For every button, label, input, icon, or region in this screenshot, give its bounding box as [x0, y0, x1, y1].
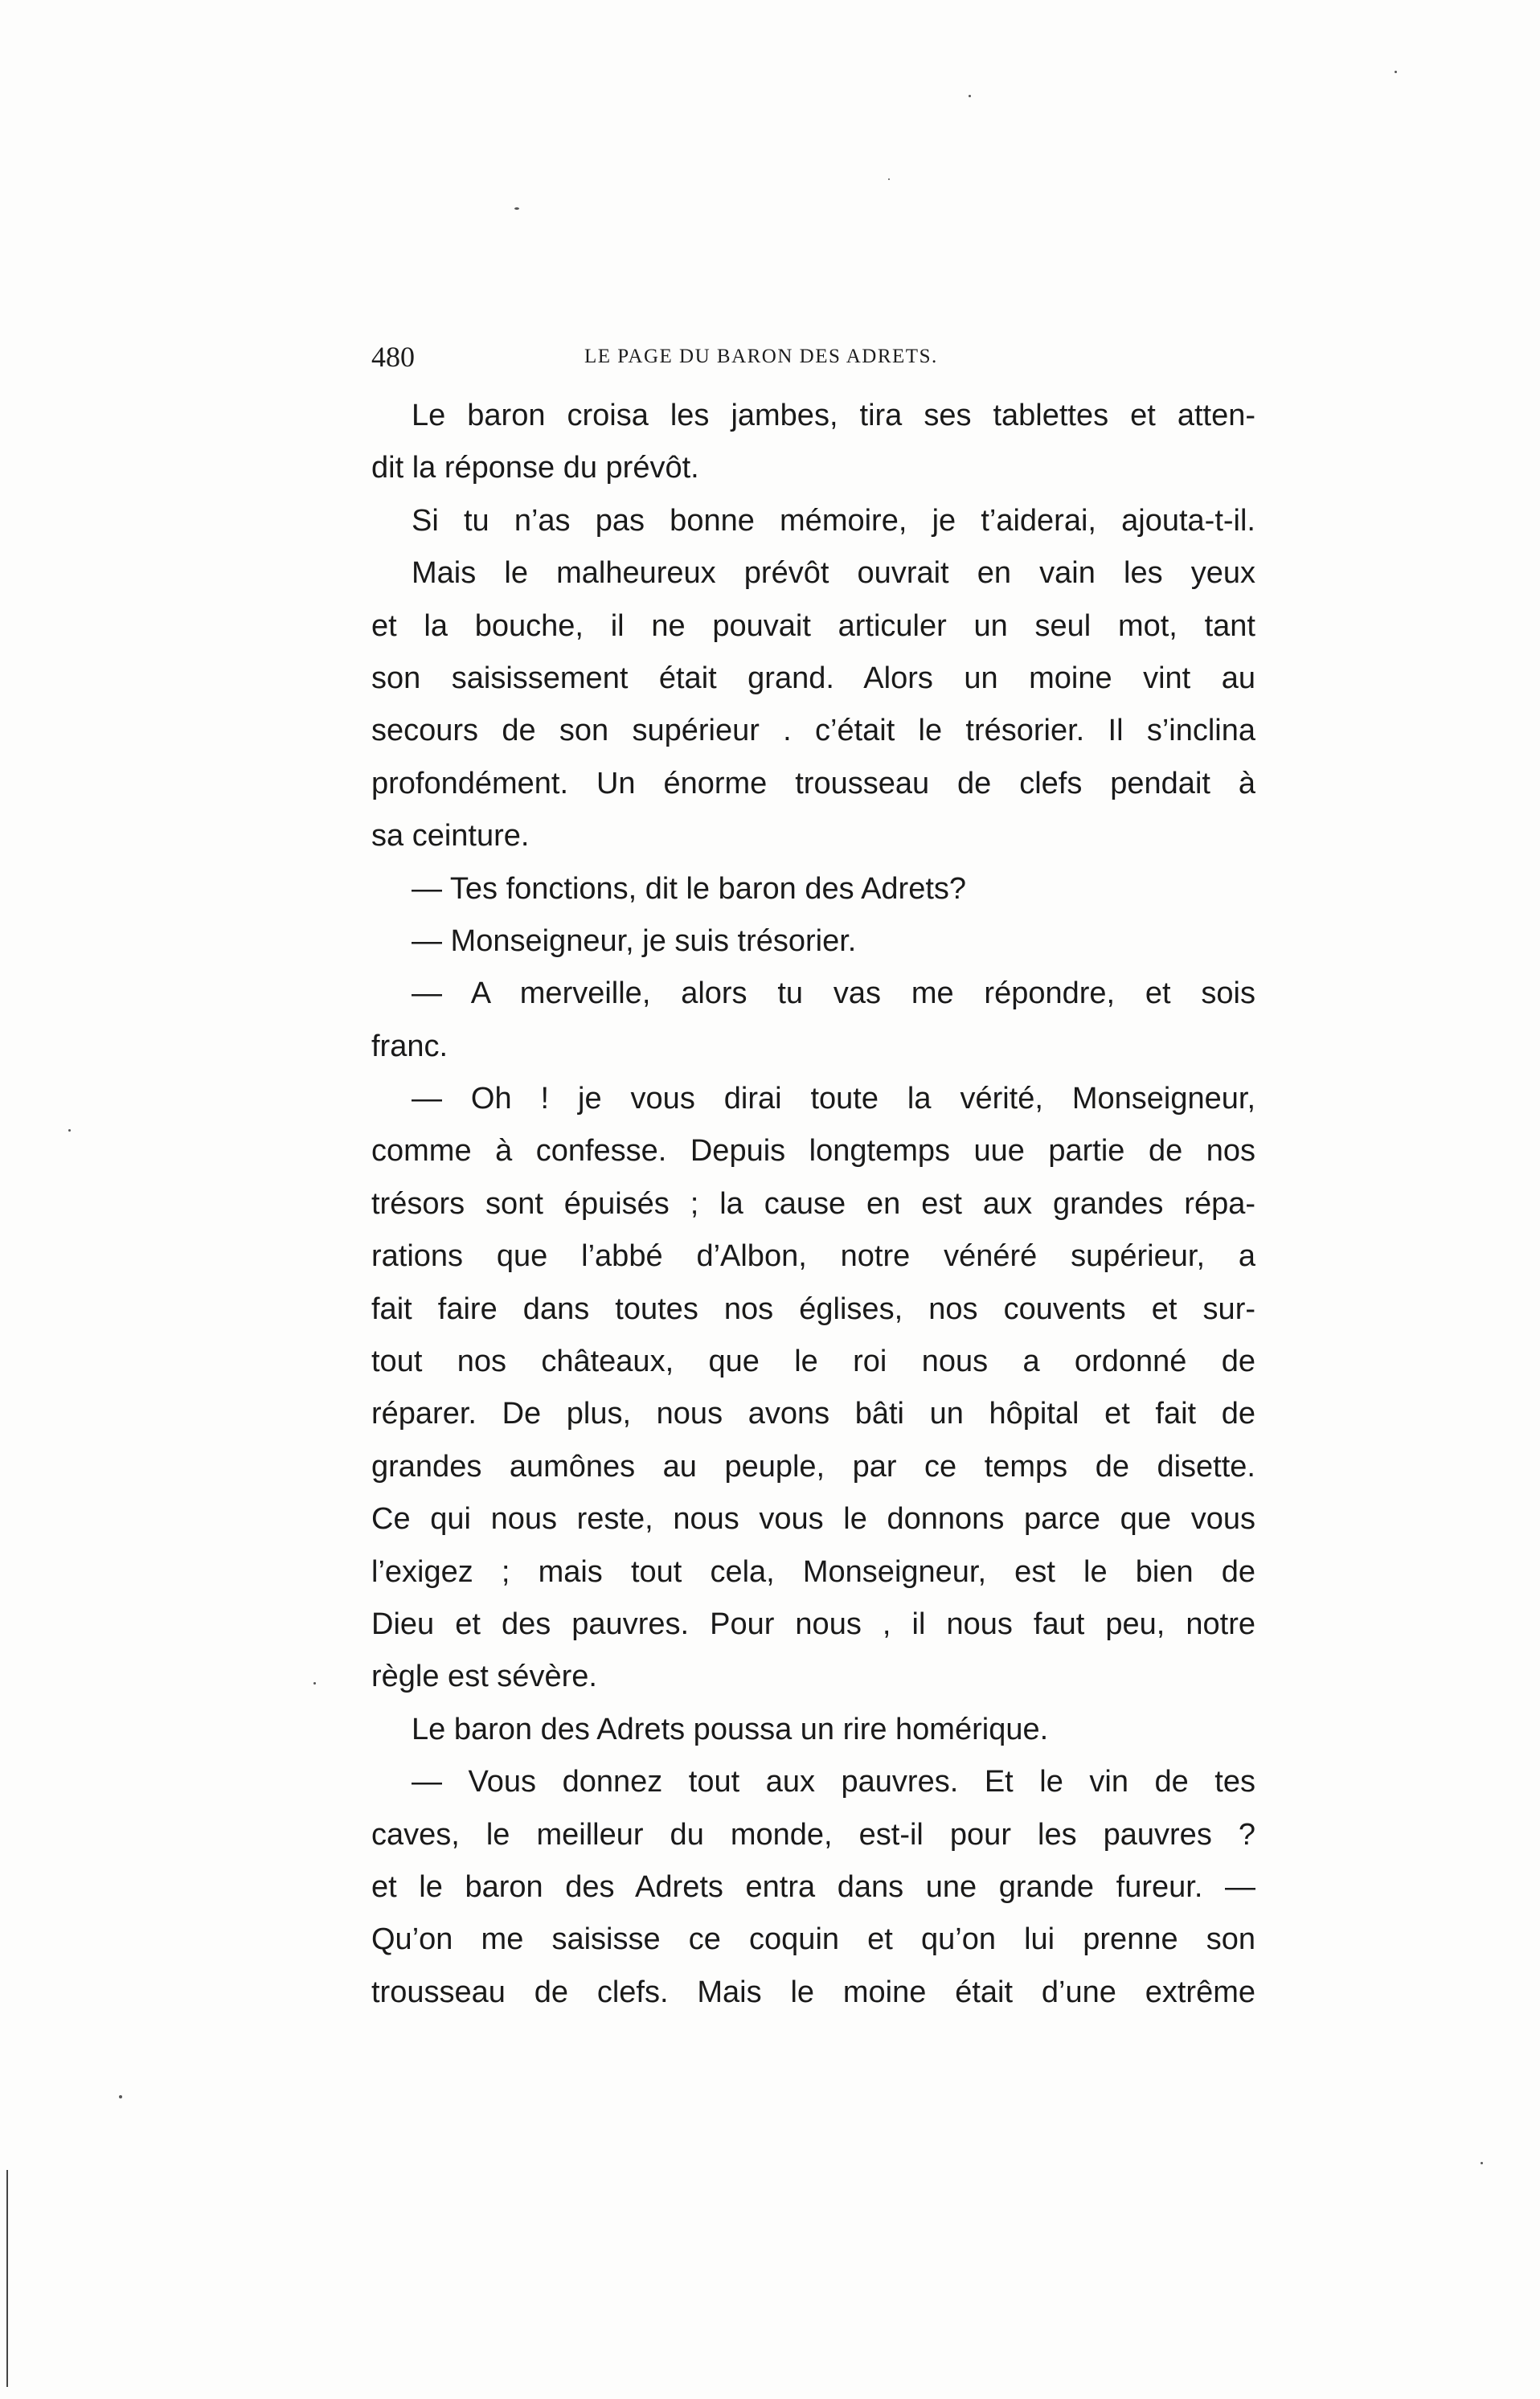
ink-speck — [119, 2095, 122, 2098]
text-line: son saisissement était grand. Alors un moine vint au — [371, 661, 1255, 695]
text-line: tout nos châteaux, que le roi nous a ordonné de — [371, 1345, 1255, 1379]
ink-speck — [1481, 2162, 1483, 2164]
text-line: caves, le meilleur du monde, est-il pour les pauvres ? — [371, 1817, 1255, 1852]
text-line: grandes aumônes au peuple, par ce temps de disette. — [371, 1449, 1255, 1484]
ink-speck — [313, 1682, 316, 1685]
text-line: secours de son supérieur . c’était le trésorier. Il s’inclina — [371, 714, 1255, 748]
text-line: Le baron croisa les jambes, tira ses tablettes et atten- — [412, 399, 1255, 432]
text-line: et le baron des Adrets entra dans une grande fureur. — — [371, 1869, 1255, 1904]
text-line: — A merveille, alors tu vas me répondre, et sois — [412, 976, 1255, 1011]
text-line: franc. — [371, 1029, 448, 1063]
text-line: Mais le malheureux prévôt ouvrait en vain les yeux — [412, 556, 1255, 591]
text-line: Ce qui nous reste, nous vous le donnons parce que vous — [371, 1502, 1255, 1537]
text-line: — Tes fonctions, dit le baron des Adrets? — [412, 871, 967, 906]
text-line: rations que l’abbé d’Albon, notre vénéré supérieur, a — [371, 1239, 1255, 1274]
text-line: dit la réponse du prévôt. — [371, 451, 699, 485]
text-line: profondément. Un énorme trousseau de clefs pendait à — [371, 766, 1255, 800]
text-line: trésors sont épuisés ; la cause en est aux grandes répa- — [371, 1186, 1255, 1221]
text-line: règle est sévère. — [371, 1660, 597, 1694]
binding-edge-line — [6, 2170, 8, 2387]
text-line: trousseau de clefs. Mais le moine était d’une extrême — [371, 1975, 1255, 2009]
text-line: fait faire dans toutes nos églises, nos couvents et sur- — [371, 1292, 1255, 1326]
text-line: Qu’on me saisisse ce coquin et qu’on lui prenne son — [371, 1922, 1255, 1957]
text-line: — Vous donnez tout aux pauvres. Et le vin de tes — [412, 1765, 1255, 1799]
page-header — [371, 338, 1255, 378]
text-line: l’exigez ; mais tout cela, Monseigneur, est le bien de — [371, 1554, 1255, 1589]
text-line: sa ceinture. — [371, 819, 530, 854]
ink-speck — [68, 1129, 71, 1132]
ink-speck — [514, 207, 519, 210]
text-line: Dieu et des pauvres. Pour nous , il nous faut peu, notre — [371, 1607, 1255, 1641]
text-line: — Monseigneur, je suis trésorier. — [412, 923, 857, 958]
ink-speck — [1395, 71, 1397, 73]
text-line: et la bouche, il ne pouvait articuler un seul mot, tant — [371, 608, 1255, 643]
running-title: LE PAGE DU BARON DES ADRETS. — [584, 346, 938, 367]
ink-speck — [888, 178, 890, 180]
text-line: comme à confesse. Depuis longtemps uue partie de nos — [371, 1134, 1255, 1169]
ink-speck — [969, 95, 971, 97]
text-line: réparer. De plus, nous avons bâti un hôpital et fait de — [371, 1397, 1255, 1431]
text-line: Si tu n’as pas bonne mémoire, je t’aiderai, ajouta-t-il. — [412, 503, 1255, 538]
page-number: 480 — [371, 341, 415, 373]
text-line: Le baron des Adrets poussa un rire homérique. — [412, 1712, 1049, 1746]
text-line: — Oh ! je vous dirai toute la vérité, Monseigneur, — [412, 1082, 1255, 1116]
body-text — [371, 390, 1255, 2019]
